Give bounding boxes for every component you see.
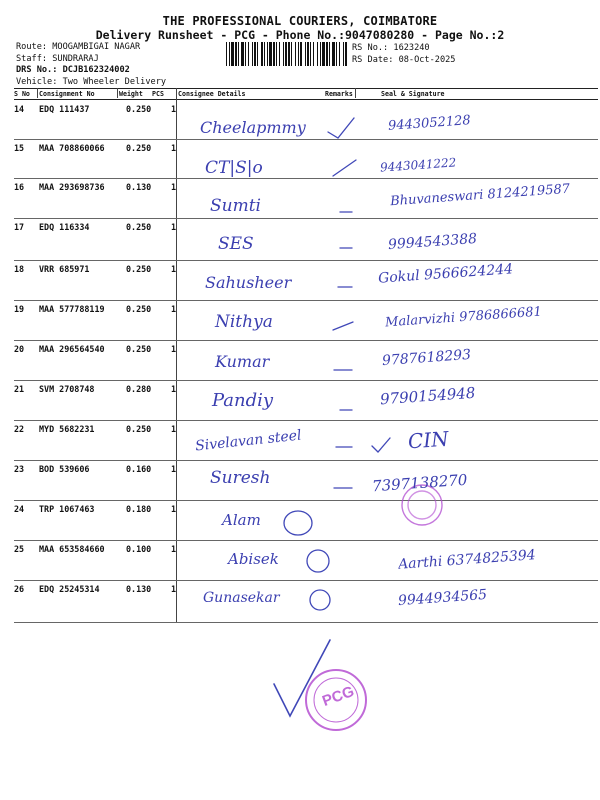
row-weight: 0.250 (126, 222, 152, 232)
col-sno: S No (14, 90, 30, 98)
row-sno: 16 (14, 182, 25, 192)
handwritten-signature: 9790154948 (379, 383, 476, 409)
pcg-stamp-text: PCG (320, 682, 357, 711)
row-consignment-no: MAA 296564540 (39, 344, 105, 354)
drs-number: DRS No.: DCJB162324002 (16, 65, 130, 75)
row-pcs: 1 (171, 143, 177, 153)
row-consignment-no: BOD 539606 (39, 464, 90, 474)
consignee-handwritten-name: Sahusheer (205, 273, 292, 292)
row-consignment-no: EDQ 111437 (39, 104, 90, 114)
row-sno: 14 (14, 104, 25, 114)
row-weight: 0.130 (126, 584, 152, 594)
runsheet-title: Delivery Runsheet - PCG - Phone No.:9047080280 - Page No.:2 (95, 28, 505, 42)
row-pcs: 1 (171, 544, 177, 554)
row-sno: 19 (14, 304, 25, 314)
handwritten-signature: 9443052128 (387, 113, 472, 134)
consignee-handwritten-name: CT|S|o (205, 158, 263, 178)
row-weight: 0.250 (126, 143, 152, 153)
row-weight: 0.280 (126, 384, 152, 394)
row-consignment-no: EDQ 25245314 (39, 584, 100, 594)
consignee-handwritten-name: Suresh (210, 468, 271, 488)
row-sno: 22 (14, 424, 25, 434)
row-weight: 0.100 (126, 544, 152, 554)
handwritten-signature: 7397138270 (371, 470, 468, 496)
col-consignee: Consignee Details (178, 90, 246, 98)
row-sno: 17 (14, 222, 25, 232)
row-weight: 0.250 (126, 264, 152, 274)
consignee-handwritten-name: Gunasekar (203, 590, 280, 606)
route: Route: MOOGAMBIGAI NAGAR (16, 42, 141, 52)
company-title: THE PROFESSIONAL COURIERS, COIMBATORE (162, 14, 438, 28)
consignee-handwritten-name: Kumar (215, 352, 270, 371)
consignee-handwritten-name: Sumti (210, 196, 261, 216)
row-weight: 0.250 (126, 344, 152, 354)
row-pcs: 1 (171, 304, 177, 314)
handwritten-signature: 9994543388 (387, 230, 478, 254)
row-sno: 23 (14, 464, 25, 474)
row-weight: 0.160 (126, 464, 152, 474)
handwritten-signature: 9443041222 (379, 155, 457, 175)
row-sno: 21 (14, 384, 25, 394)
row-consignment-no: VRR 685971 (39, 264, 90, 274)
row-pcs: 1 (171, 344, 177, 354)
handwritten-signature: 9787618293 (381, 346, 472, 370)
dash-mark (333, 322, 353, 330)
row-pcs: 1 (171, 424, 177, 434)
row-consignment-no: TRP 1067463 (39, 504, 95, 514)
circle-mark (307, 550, 329, 572)
rs-date: RS Date: 08-Oct-2025 (352, 55, 456, 65)
tick-mark (274, 640, 330, 716)
consignee-handwritten-name: Cheelapmmy (200, 118, 306, 137)
row-pcs: 1 (171, 222, 177, 232)
row-weight: 0.250 (126, 424, 152, 434)
tick-mark (328, 118, 354, 138)
row-sno: 15 (14, 143, 25, 153)
handwritten-signature: CIN (407, 426, 450, 454)
circle-mark (284, 511, 312, 535)
row-consignment-no: MAA 708860066 (39, 143, 105, 153)
handwritten-signature: Gokul 9566624244 (377, 261, 514, 287)
row-pcs: 1 (171, 584, 177, 594)
staff: Staff: SUNDRARAJ (16, 53, 99, 64)
consignee-handwritten-name: Abisek (228, 550, 279, 568)
handwritten-signature: Malarvizhi 9786866681 (384, 304, 543, 331)
consignee-handwritten-name: SES (218, 234, 254, 254)
row-sno: 26 (14, 584, 25, 594)
consignee-handwritten-name: Alam (222, 511, 261, 529)
row-sno: 24 (14, 504, 25, 514)
col-pcs: PCS (152, 90, 164, 98)
row-sno: 25 (14, 544, 25, 554)
rs-number: RS No.: 1623240 (352, 43, 430, 53)
consignee-handwritten-name: Pandiy (212, 390, 274, 411)
row-weight: 0.180 (126, 504, 152, 514)
consignee-handwritten-name: Nithya (215, 312, 273, 332)
row-consignment-no: MYD 5682231 (39, 424, 95, 434)
row-sno: 20 (14, 344, 25, 354)
row-consignment-no: MAA 293698736 (39, 182, 105, 192)
col-consignment: Consignment No (39, 90, 95, 98)
circle-mark (310, 590, 330, 610)
row-consignment-no: SVM 2708748 (39, 384, 95, 394)
row-weight: 0.130 (126, 182, 152, 192)
row-pcs: 1 (171, 504, 177, 514)
row-pcs: 1 (171, 104, 177, 114)
handwritten-signature: 9944934565 (397, 586, 488, 610)
row-pcs: 1 (171, 264, 177, 274)
vehicle: Vehicle: Two Wheeler Delivery (16, 76, 167, 87)
col-seal: Seal & Signature (381, 90, 445, 98)
row-pcs: 1 (171, 464, 177, 474)
row-pcs: 1 (171, 384, 177, 394)
consignee-handwritten-name: Sivelavan steel (194, 427, 303, 455)
row-weight: 0.250 (126, 104, 152, 114)
row-consignment-no: EDQ 116334 (39, 222, 90, 232)
row-consignment-no: MAA 577788119 (39, 304, 105, 314)
tick-mark (372, 438, 390, 452)
row-consignment-no: MAA 653584660 (39, 544, 105, 554)
handwritten-signature: Aarthi 6374825394 (397, 547, 537, 573)
row-pcs: 1 (171, 182, 177, 192)
col-weight: Weight (119, 90, 143, 98)
dash-mark (333, 160, 356, 176)
row-weight: 0.250 (126, 304, 152, 314)
row-sno: 18 (14, 264, 25, 274)
handwritten-signature: Bhuvaneswari 8124219587 (389, 181, 571, 210)
col-remarks: Remarks (325, 90, 353, 98)
